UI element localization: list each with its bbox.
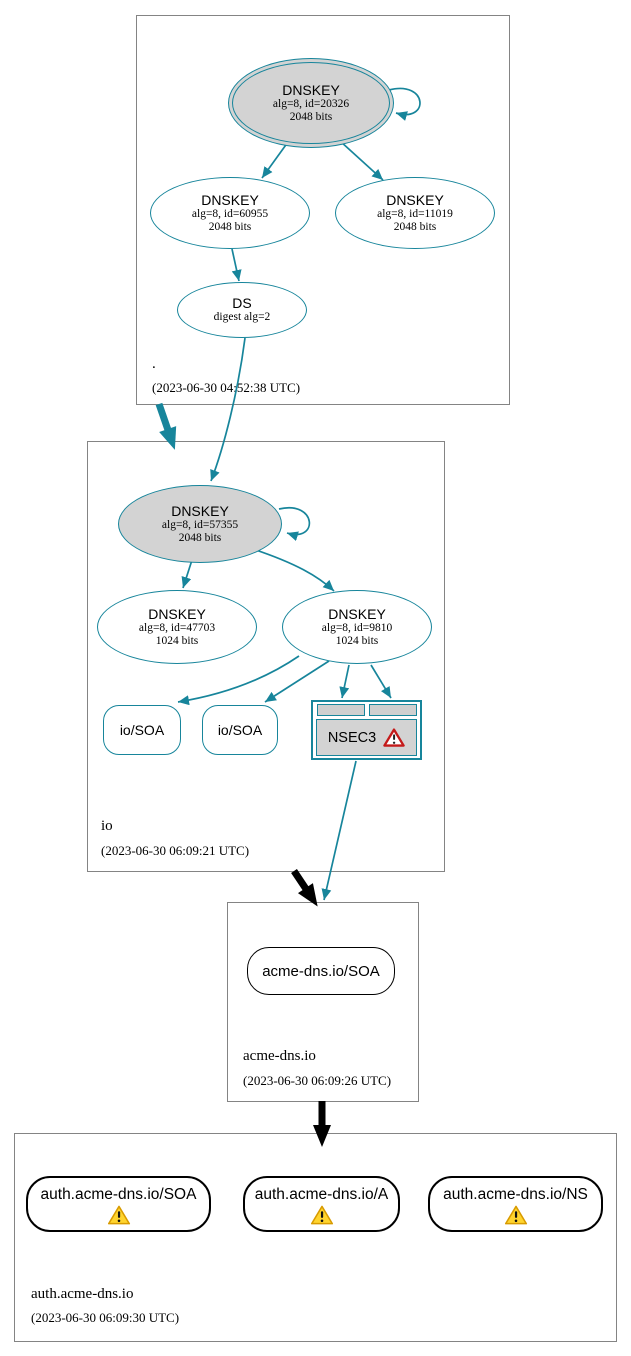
warning-triangle-icon [107,1205,131,1225]
node-auth-acme-dns-io-ns[interactable]: auth.acme-dns.io/NS [428,1176,603,1232]
node-auth-acme-dns-io-a[interactable]: auth.acme-dns.io/A [243,1176,400,1232]
node-acme-dns-io-soa[interactable]: acme-dns.io/SOA [247,947,395,995]
node-auth-acme-dns-io-soa[interactable]: auth.acme-dns.io/SOA [26,1176,211,1232]
node-io-soa-2[interactable]: io/SOA [202,705,278,755]
error-triangle-icon [383,728,405,747]
zone-timestamp-acme-dns-io: (2023-06-30 06:09:26 UTC) [243,1073,392,1088]
node-io-zsk-dnskey-47703[interactable]: DNSKEY alg=8, id=47703 1024 bits [97,590,257,664]
nsec3-header-cell-right [369,704,417,716]
zone-box-acme-dns-io [227,902,419,1102]
delegation-arrow-io-to-acme-dns-io [294,871,306,889]
zone-timestamp-io: (2023-06-30 06:09:21 UTC) [101,843,250,858]
node-root-zsk-dnskey-11019[interactable]: DNSKEY alg=8, id=11019 2048 bits [335,177,495,249]
node-root-ksk-dnskey-20326[interactable]: DNSKEY alg=8, id=20326 2048 bits [228,58,394,148]
nsec3-body: NSEC3 [316,719,417,756]
node-io-ksk-dnskey-57355[interactable]: DNSKEY alg=8, id=57355 2048 bits [118,485,282,563]
node-root-zsk-dnskey-60955[interactable]: DNSKEY alg=8, id=60955 2048 bits [150,177,310,249]
nsec3-header-cell-left [317,704,365,716]
node-io-zsk-dnskey-9810[interactable]: DNSKEY alg=8, id=9810 1024 bits [282,590,432,664]
zone-timestamp-root: (2023-06-30 04:52:38 UTC) [152,380,301,395]
delegation-arrow-root-to-io [159,404,168,430]
warning-triangle-icon [310,1205,334,1225]
zone-timestamp-auth-acme-dns-io: (2023-06-30 06:09:30 UTC) [31,1310,180,1325]
node-root-ds[interactable]: DS digest alg=2 [177,282,307,338]
zone-label-root: . [152,356,156,372]
node-io-nsec3[interactable] [311,700,422,760]
zone-label-io: io [101,818,113,834]
zone-label-auth-acme-dns-io: auth.acme-dns.io [31,1286,134,1302]
warning-triangle-icon [504,1205,528,1225]
node-io-soa-1[interactable]: io/SOA [103,705,181,755]
zone-label-acme-dns-io: acme-dns.io [243,1048,316,1064]
